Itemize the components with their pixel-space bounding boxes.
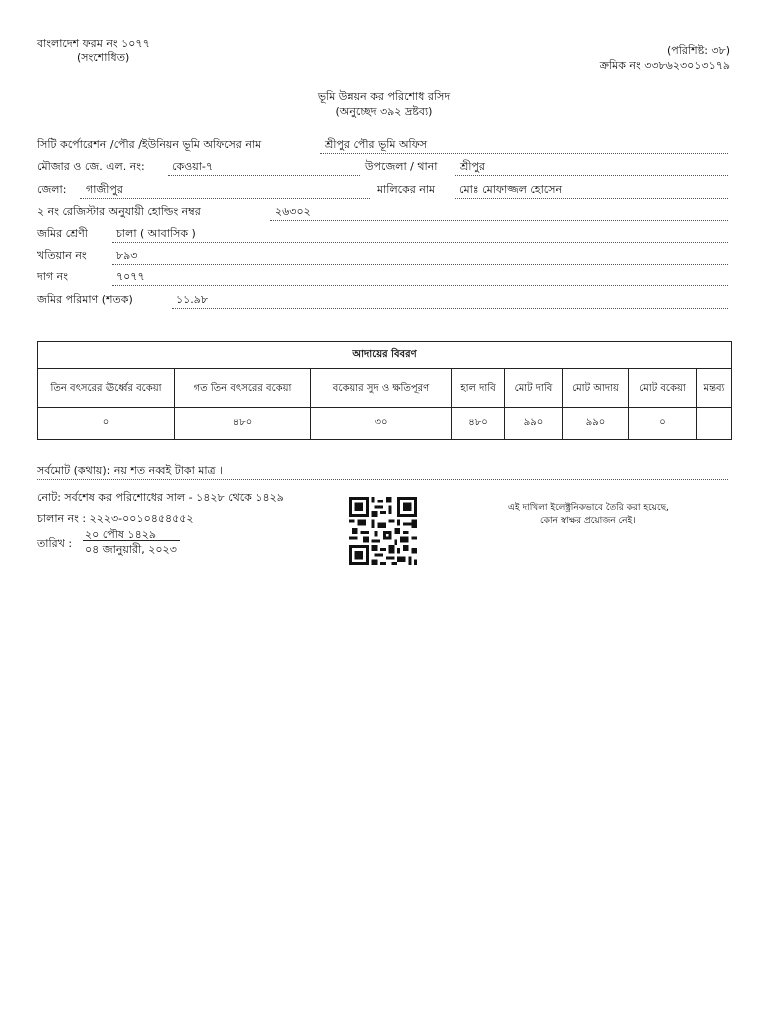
table-cell: ৪৮০ [175, 408, 311, 440]
col-header: মন্তব্য [697, 369, 732, 408]
table-caption: আদায়ের বিবরণ [38, 342, 732, 369]
col-header: হাল দাবি [452, 369, 505, 408]
mouza-label: মৌজার ও জে. এল. নং: [37, 160, 145, 173]
dag-underline [112, 285, 728, 286]
col-header: মোট বকেয়া [629, 369, 697, 408]
area-label: জমির পরিমাণ (শতক) [37, 293, 133, 306]
col-header: বকেয়ার সুদ ও ক্ষতিপূরণ [311, 369, 452, 408]
date-bangla: ২০ পৌষ ১৪২৯ [85, 528, 157, 541]
electronic-note-line2: কোন স্বাক্ষর প্রয়োজন নেই। [540, 516, 636, 526]
holding-value: ২৬৩০২ [275, 205, 311, 218]
qr-code-icon [347, 497, 419, 565]
receipt-title: ভূমি উন্নয়ন কর পরিশোধ রসিদ [317, 90, 451, 103]
table-cell: ৩০ [311, 408, 452, 440]
form-revised: (সংশোধিত) [77, 51, 130, 64]
district-label: জেলা: [37, 183, 67, 196]
office-value: শ্রীপুর পৌর ভূমি অফিস [325, 138, 428, 151]
land-class-label: জমির শ্রেণী [37, 227, 88, 240]
electronic-note-line1: এই দাখিলা ইলেক্ট্রনিকভাবে তৈরি করা হয়েছে, [508, 503, 669, 513]
holding-label: ২ নং রেজিস্টার অনুযায়ী হোল্ডিং নম্বর [37, 205, 201, 218]
area-value: ১১.৯৮ [176, 293, 209, 306]
owner-label: মালিকের নাম [377, 183, 436, 196]
table-cell: ০ [629, 408, 697, 440]
holding-underline [270, 220, 728, 221]
table-cell: ৪৮০ [452, 408, 505, 440]
khatian-value: ৮৯৩ [116, 249, 138, 262]
upazila-underline [455, 175, 728, 176]
appendix-label: (পরিশিষ্ট: ৩৮) [667, 44, 730, 57]
owner-underline [455, 198, 728, 199]
area-underline [172, 308, 728, 309]
total-underline [37, 479, 728, 480]
office-underline [320, 153, 728, 154]
table-cell: ৯৯০ [505, 408, 563, 440]
col-header: মোট দাবি [505, 369, 563, 408]
collection-table [37, 341, 732, 440]
serial-number: ক্রমিক নং ৩৩৮৬২৩০১৩১৭৯ [599, 59, 730, 72]
mouza-value: কেওয়া-৭ [172, 160, 214, 173]
col-header: মোট আদায় [563, 369, 629, 408]
khatian-underline [112, 264, 728, 265]
table-row [38, 408, 732, 440]
district-value: গাজীপুর [86, 183, 123, 196]
date-english: ০৪ জানুয়ারী, ২০২৩ [85, 543, 177, 556]
table-cell: ০ [38, 408, 175, 440]
receipt-subtitle: (অনুচ্ছেদ ৩৯২ দ্রষ্টব্য) [335, 105, 433, 118]
mouza-underline [168, 175, 360, 176]
date-label: তারিখ : [37, 537, 73, 550]
dag-label: দাগ নং [37, 270, 68, 283]
district-underline [80, 198, 370, 199]
owner-value: মোঃ মোফাজ্জল হোসেন [459, 183, 563, 196]
col-header: গত তিন বৎসরের বকেয়া [175, 369, 311, 408]
payment-note: নোট: সর্বশেষ কর পরিশোধের সাল - ১৪২৮ থেকে ১৪২৯ [37, 491, 284, 504]
challan-number: চালান নং : ২২২৩-০০১০৪৫৪৫৫২ [37, 512, 194, 525]
khatian-label: খতিয়ান নং [37, 249, 87, 262]
total-in-words: সর্বমোট (কথায়): নয় শত নব্বই টাকা মাত্র । [37, 464, 224, 477]
office-label: সিটি কর্পোরেশন /পৌর /ইউনিয়ন ভূমি অফিসের নাম [37, 138, 262, 151]
upazila-label: উপজেলা / থানা [365, 160, 438, 173]
col-header: তিন বৎসরের ঊর্ধ্বের বকেয়া [38, 369, 175, 408]
land-class-underline [112, 242, 728, 243]
form-number: বাংলাদেশ ফরম নং ১০৭৭ [37, 37, 150, 50]
table-cell: ৯৯০ [563, 408, 629, 440]
table-cell [697, 408, 732, 440]
dag-value: ৭০৭৭ [116, 270, 145, 283]
upazila-value: শ্রীপুর [460, 160, 485, 173]
land-class-value: চালা ( আবাসিক ) [116, 227, 196, 240]
